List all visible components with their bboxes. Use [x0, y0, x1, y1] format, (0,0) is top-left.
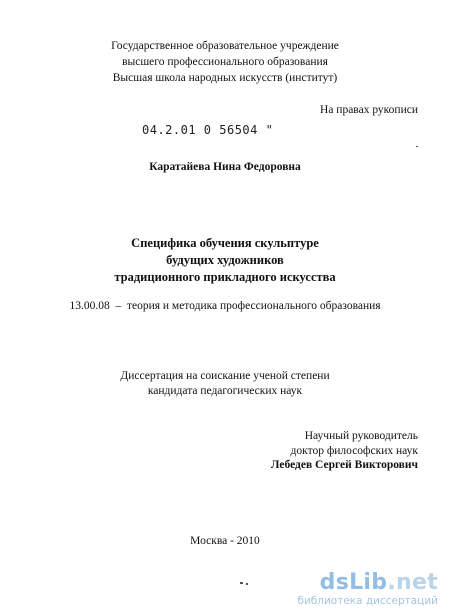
institution-line-1: Государственное образовательное учреждение	[111, 40, 339, 52]
specialty-dash: –	[115, 300, 122, 312]
scan-speck	[240, 582, 243, 584]
institution-line-3: Высшая школа народных искусств (институт)	[112, 72, 338, 84]
registration-stamp: 04.2.01 0 56504 "	[142, 123, 274, 137]
title-line-2: будущих художников	[166, 253, 284, 267]
scan-speck	[416, 146, 418, 147]
title-line-3: традиционного прикладного искусства	[114, 270, 336, 284]
supervisor-role: Научный руководитель	[304, 430, 418, 442]
institution-line-2: высшего профессионального образования	[122, 56, 328, 68]
specialty	[0, 300, 450, 313]
supervisor-degree: доктор философских наук	[290, 445, 418, 457]
dslib-watermark	[278, 570, 438, 610]
degree-line-2: кандидата педагогических наук	[147, 385, 303, 397]
specialty-name: теория и методика профессионального образования	[126, 300, 381, 312]
supervisor-name: Лебедев Сергей Викторович	[270, 459, 418, 471]
watermark-caption: библиотека диссертаций	[297, 595, 438, 607]
watermark-logo-main: dsLib	[319, 570, 388, 595]
degree-line-1: Диссертация на соискание ученой степени	[120, 370, 330, 382]
scan-speck	[246, 583, 248, 585]
city-year: Москва - 2010	[190, 535, 260, 547]
specialty-code: 13.00.08	[69, 300, 110, 312]
watermark-logo-tld: .net	[387, 570, 438, 595]
title-line-1: Специфика обучения скульптуре	[131, 236, 319, 250]
watermark-logo	[320, 570, 438, 595]
author-name: Каратайева Нина Федоровна	[149, 161, 301, 173]
rights-note: На правах рукописи	[320, 104, 418, 116]
